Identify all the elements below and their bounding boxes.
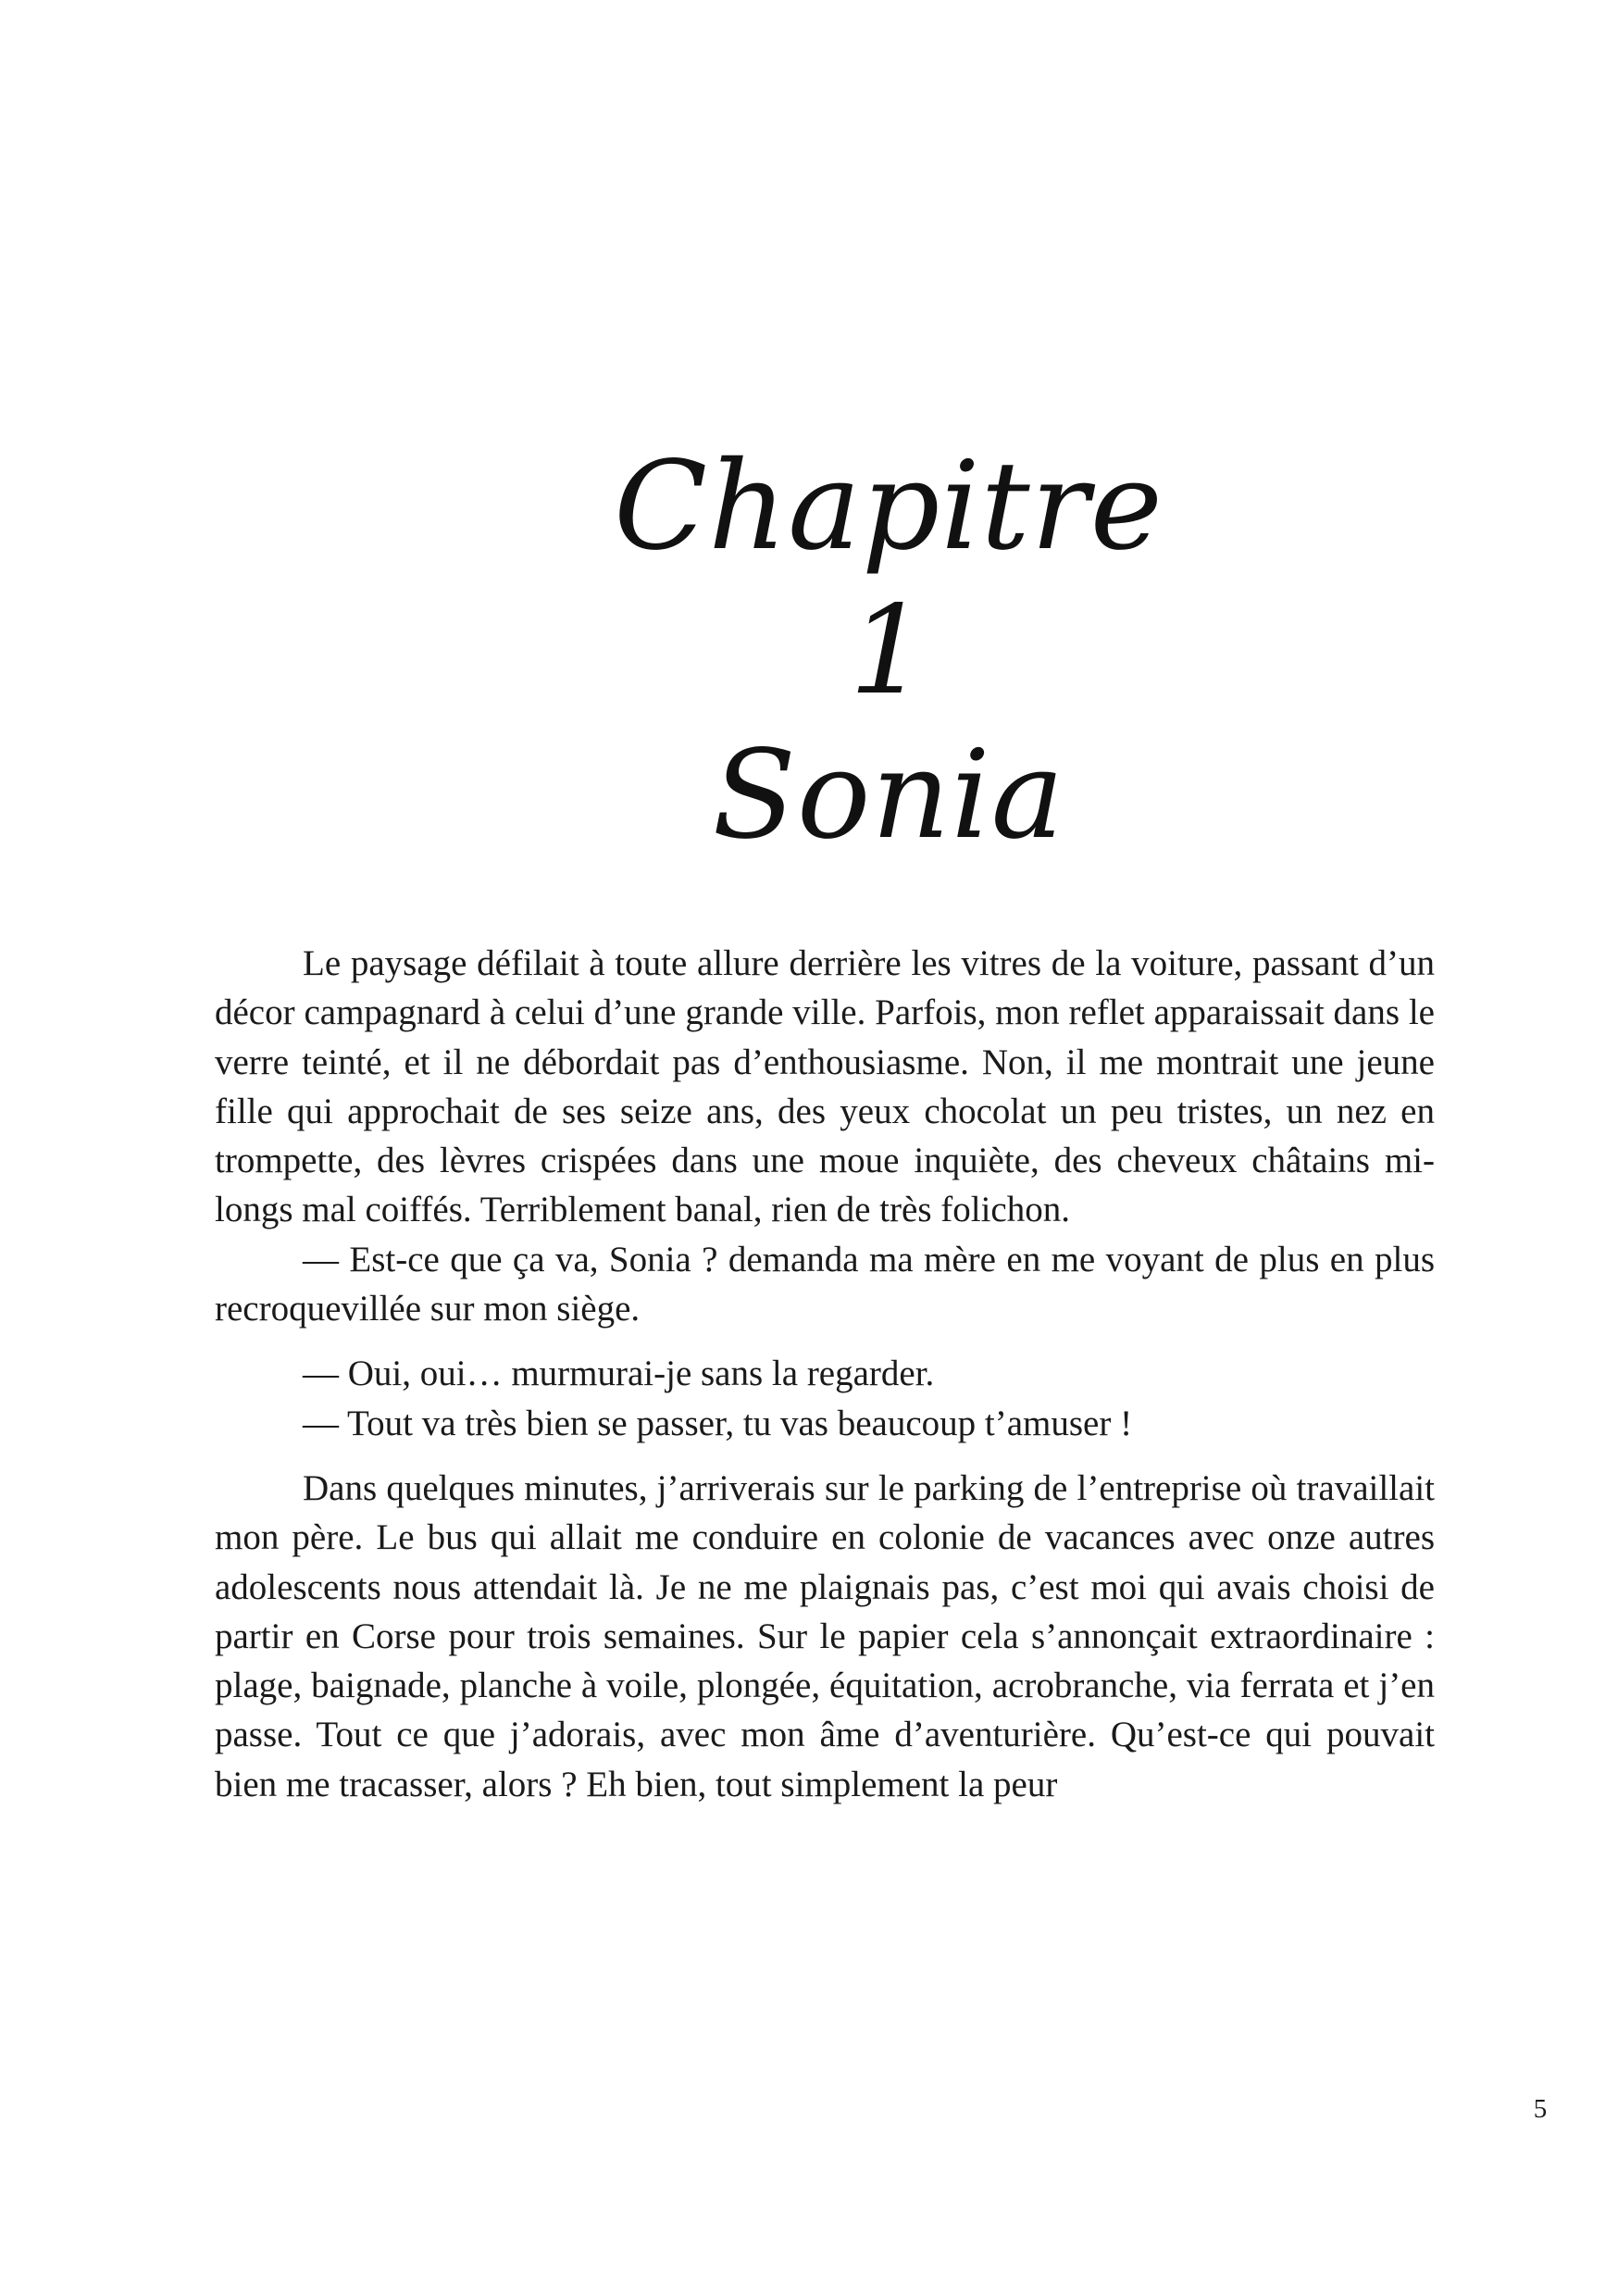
chapter-subtitle: Sonia [712, 723, 1065, 867]
chapter-heading [574, 435, 1203, 867]
dialogue-line: — Est-ce que ça va, Sonia ? demanda ma mère en me voyant de plus en plus recroquevillée sur mon siège. [215, 1239, 1435, 1329]
paragraph: Dans quelques minutes, j’arriverais sur le parking de l’entreprise où travaillait mon père. Le bus qui allait me conduire en colonie de vacances avec onze autres adolescents nous attendait là. Je ne me plaignais pas, c’est moi qui avais choisi de partir en Corse pour trois semaines. Sur le papier cela s’annonçait extraordinaire : plage, baignade, planche à voile, plongée, équitation, acrobranche, via ferrata et j’en passe. Tout ce que j’adorais, avec mon âme d’aventurière. Qu’est-ce qui pouvait bien me tracasser, alors ? Eh bien, tout simplement la peur [215, 1467, 1435, 1804]
paragraph-opening: Le paysage défilait à toute allure derrière les vitres de la voiture, passant d’un décor campagnard à celui d’une grande ville. Parfois, mon reflet apparaissait dans le verre teinté, et il ne débordait pas d’enthousiasme. Non, il me montrait une jeune fille qui approchait de ses seize ans, des yeux chocolat un peu tristes, un nez en trompette, des lèvres crispées dans une moue inquiète, des cheveux châtains mi-longs mal coiffés. Terriblement banal, rien de très folichon. [215, 943, 1435, 1230]
dialogue-line: — Oui, oui… murmurai-je sans la regarder. [303, 1354, 935, 1394]
page-number: 5 [1533, 2094, 1548, 2124]
chapter-title: Chapitre 1 [614, 435, 1164, 722]
chapter-body [215, 939, 1435, 1809]
dialogue-line: — Tout va très bien se passer, tu vas beaucoup t’amuser ! [303, 1403, 1133, 1443]
